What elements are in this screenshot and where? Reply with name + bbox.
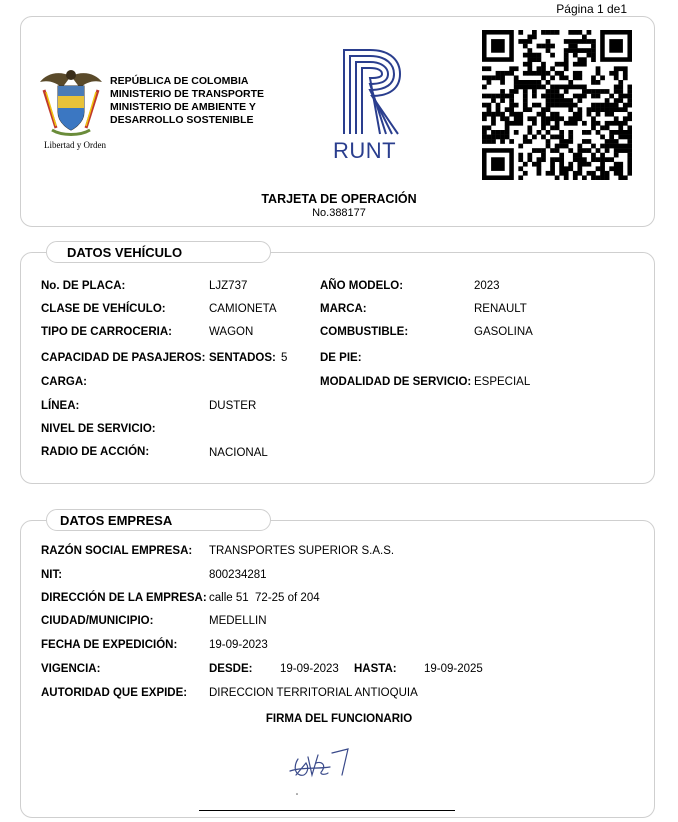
direccion-label: DIRECCIÓN DE LA EMPRESA: — [41, 592, 207, 604]
issuer-line: REPÚBLICA DE COLOMBIA — [110, 75, 249, 87]
anio-label: AÑO MODELO: — [320, 280, 404, 292]
company-section-title: DATOS EMPRESA — [46, 509, 271, 531]
issuer-line: MINISTERIO DE TRANSPORTE — [110, 88, 265, 100]
carga-label: CARGA: — [41, 376, 87, 388]
carroceria-label: TIPO DE CARROCERIA: — [41, 326, 172, 338]
issuer-line: MINISTERIO DE AMBIENTE Y — [110, 101, 256, 113]
nit-label: NIT: — [41, 569, 63, 581]
razon-value: TRANSPORTES SUPERIOR S.A.S. — [209, 545, 395, 557]
combustible-label: COMBUSTIBLE: — [320, 326, 409, 338]
carroceria-value: WAGON — [209, 326, 254, 338]
razon-label: RAZÓN SOCIAL EMPRESA: — [41, 545, 193, 557]
radio-label: RADIO DE ACCIÓN: — [41, 446, 150, 458]
marca-value: RENAULT — [474, 303, 527, 315]
vigencia-label: VIGENCIA: — [41, 663, 101, 675]
combustible-value: GASOLINA — [474, 326, 533, 338]
fecha-value: 19-09-2023 — [209, 639, 268, 651]
ciudad-label: CIUDAD/MUNICIPIO: — [41, 615, 154, 627]
coat-of-arms-logo — [38, 68, 104, 140]
linea-value: DUSTER — [209, 400, 257, 412]
motto-text: Libertad y Orden — [44, 140, 106, 150]
issuer-block — [110, 75, 264, 127]
hasta-value: 19-09-2025 — [424, 663, 483, 675]
placa-label: No. DE PLACA: — [41, 280, 126, 292]
vehicle-section-title: DATOS VEHÍCULO — [46, 241, 271, 263]
issuer-line: DESARROLLO SOSTENIBLE — [110, 114, 254, 126]
document-number: No.388177 — [312, 207, 366, 219]
fecha-label: FECHA DE EXPEDICIÓN: — [41, 639, 178, 651]
sentados-value: 5 — [281, 352, 288, 364]
hasta-label: HASTA: — [354, 663, 397, 675]
qr-code — [482, 30, 632, 180]
signature-image — [288, 745, 358, 797]
modalidad-value: ESPECIAL — [474, 376, 531, 388]
linea-label: LÍNEA: — [41, 400, 80, 412]
anio-value: 2023 — [474, 280, 500, 292]
capacidad-label: CAPACIDAD DE PASAJEROS: — [41, 352, 206, 364]
ciudad-value: MEDELLIN — [209, 615, 267, 627]
desde-label: DESDE: — [209, 663, 253, 675]
depie-label: DE PIE: — [320, 352, 362, 364]
document-title: TARJETA DE OPERACIÓN — [261, 192, 417, 206]
autoridad-value: DIRECCION TERRITORIAL ANTIOQUIA — [209, 687, 418, 699]
clase-label: CLASE DE VEHÍCULO: — [41, 303, 166, 315]
nivel-label: NIVEL DE SERVICIO: — [41, 423, 156, 435]
marca-label: MARCA: — [320, 303, 367, 315]
signature-line — [199, 810, 455, 811]
modalidad-label: MODALIDAD DE SERVICIO: — [320, 376, 472, 388]
placa-value: LJZ737 — [209, 280, 248, 292]
runt-brand: RUNT — [333, 138, 397, 163]
page-number: Página 1 de1 — [556, 2, 627, 16]
sentados-label: SENTADOS: — [209, 352, 276, 364]
firma-label: FIRMA DEL FUNCIONARIO — [265, 713, 413, 725]
radio-value: NACIONAL — [209, 447, 268, 459]
runt-logo — [336, 46, 406, 136]
desde-value: 19-09-2023 — [280, 663, 339, 675]
direccion-value: calle 51 72-25 of 204 — [209, 592, 320, 604]
autoridad-label: AUTORIDAD QUE EXPIDE: — [41, 687, 188, 699]
nit-value: 800234281 — [209, 569, 267, 581]
clase-value: CAMIONETA — [209, 303, 277, 315]
